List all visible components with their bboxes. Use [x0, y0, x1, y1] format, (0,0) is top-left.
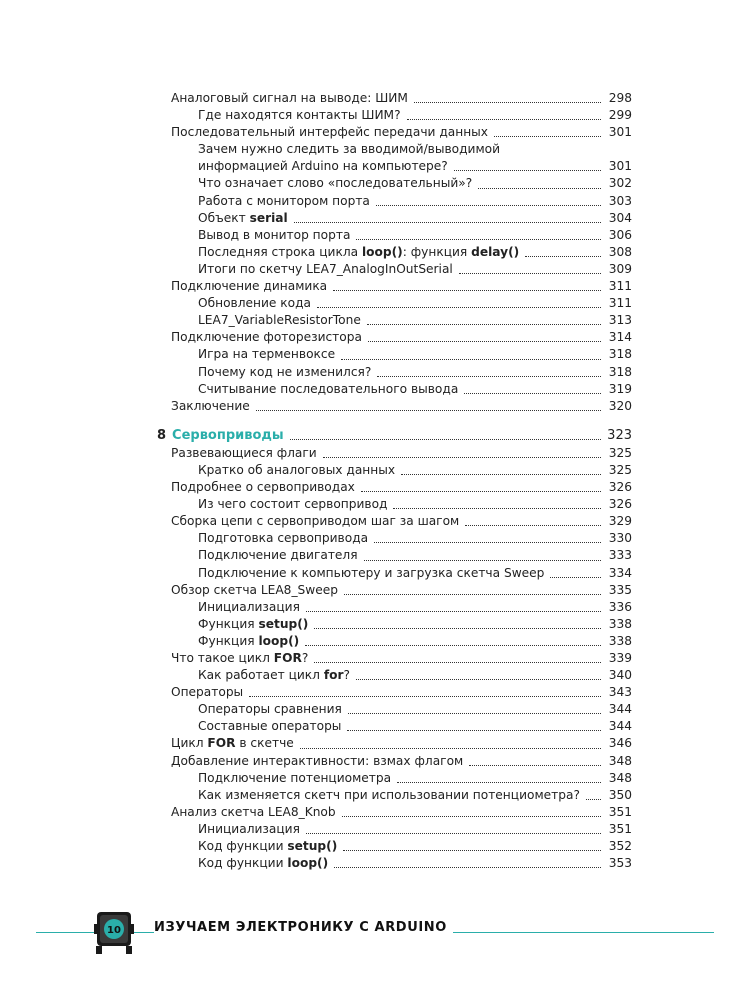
toc-subsection[interactable] [157, 821, 632, 838]
toc-subsection[interactable] [157, 193, 632, 210]
dot-leader [334, 867, 601, 868]
toc-page-number: 314 [608, 330, 632, 345]
dot-leader [344, 594, 601, 595]
toc-entry-title: Инициализация [198, 599, 300, 614]
toc-entry-title [198, 210, 288, 227]
dot-leader [368, 341, 601, 342]
toc-entry-title: Работа с монитором порта [198, 193, 370, 208]
toc-page-number: 338 [608, 633, 632, 648]
toc-entry-title: Последовательный интерфейс передачи данных [171, 125, 488, 140]
toc-page-number: 318 [608, 364, 632, 379]
toc-subsection[interactable] [157, 565, 632, 582]
toc-page-number: 330 [608, 531, 632, 546]
toc-section[interactable] [157, 90, 632, 107]
toc-page-number: 336 [608, 599, 632, 614]
toc-title-text: Код функции [198, 839, 288, 854]
toc-page-number: 348 [608, 753, 632, 768]
toc-entry-title: Итоги по скетчу LEA7_AnalogInOutSerial [198, 261, 453, 276]
toc-subsection[interactable] [157, 141, 632, 175]
toc-chapter-title [157, 427, 284, 444]
toc-subsection[interactable] [157, 346, 632, 363]
toc-entry-title [198, 633, 299, 650]
toc-subsection[interactable] [157, 364, 632, 381]
toc-subsection[interactable] [157, 616, 632, 633]
dot-leader [377, 376, 601, 377]
toc-entry-title: Обзор скетча LEA8_Sweep [171, 582, 338, 597]
toc-subsection[interactable] [157, 787, 632, 804]
toc-entry-title [198, 838, 337, 855]
dot-leader [348, 713, 601, 714]
toc-title-text: ? [301, 651, 309, 665]
toc-entry-title: Операторы сравнения [198, 702, 342, 717]
dot-leader [469, 765, 601, 766]
toc-page-number: 352 [608, 839, 632, 854]
toc-subsection[interactable] [157, 667, 632, 684]
toc-section[interactable] [157, 513, 632, 530]
dot-leader [361, 491, 601, 492]
toc-section[interactable] [157, 735, 632, 752]
dot-leader [356, 239, 601, 240]
toc-section[interactable] [157, 479, 632, 496]
toc-page-number: 311 [608, 296, 632, 311]
toc-page-number: 326 [608, 480, 632, 495]
toc-subsection[interactable] [157, 838, 632, 855]
toc-entry-line [198, 158, 632, 175]
toc-code-keyword: delay() [471, 244, 520, 259]
toc-page-number: 351 [608, 804, 632, 819]
toc-section[interactable] [157, 804, 632, 821]
table-of-contents [157, 90, 632, 872]
toc-page-number: 299 [608, 108, 632, 123]
toc-page-number: 301 [608, 159, 632, 174]
dot-leader [494, 136, 601, 137]
dot-leader [356, 679, 601, 680]
dot-leader [465, 525, 601, 526]
toc-code-keyword: for [323, 668, 344, 683]
toc-subsection[interactable] [157, 547, 632, 564]
toc-entry-title: Подробнее о сервоприводах [171, 480, 355, 495]
dot-leader [586, 799, 601, 800]
toc-title-text: : функция [402, 244, 472, 259]
toc-subsection[interactable] [157, 530, 632, 547]
toc-page-number: 350 [608, 787, 632, 802]
toc-entry-title: Где находятся контакты ШИМ? [198, 108, 401, 123]
toc-page-number: 339 [608, 651, 632, 665]
toc-section[interactable] [157, 650, 632, 667]
toc-subsection[interactable] [157, 770, 632, 787]
toc-page-number: 344 [608, 702, 632, 717]
toc-page-number: 298 [608, 91, 632, 105]
toc-section[interactable] [157, 753, 632, 770]
dot-leader [454, 170, 601, 171]
dot-leader [376, 205, 601, 206]
dot-leader [341, 359, 601, 360]
toc-section[interactable] [157, 278, 632, 295]
toc-section[interactable] [157, 445, 632, 462]
dot-leader [364, 560, 601, 561]
toc-title-text: Что такое цикл [171, 651, 274, 665]
toc-entry-title: Подключение двигателя [198, 548, 358, 563]
toc-entry-title: Почему код не изменился? [198, 364, 372, 379]
toc-title-text: Цикл [171, 736, 208, 751]
toc-page-number: 333 [608, 548, 632, 563]
toc-entry-title: Подключение фоторезистора [171, 330, 362, 345]
toc-entry-title: Зачем нужно следить за вводимой/выводимой [198, 142, 501, 157]
toc-page-number: 313 [608, 313, 632, 328]
dot-leader [478, 188, 601, 189]
toc-subsection[interactable] [157, 244, 632, 261]
toc-entry-title: LEA7_VariableResistorTone [198, 313, 361, 328]
toc-page-number: 343 [608, 685, 632, 700]
toc-section[interactable] [157, 684, 632, 701]
toc-subsection[interactable] [157, 855, 632, 872]
toc-entry-title: Составные операторы [198, 719, 342, 734]
toc-section[interactable] [157, 398, 632, 415]
book-title: ИЗУЧАЕМ ЭЛЕКТРОНИКУ С ARDUINO [154, 920, 453, 935]
toc-entry-title: Что означает слово «последовательный»? [198, 176, 473, 191]
dot-leader [414, 102, 601, 103]
toc-page-number: 301 [608, 125, 632, 140]
toc-page-number: 319 [608, 381, 632, 396]
toc-page-number: 335 [608, 582, 632, 597]
toc-entry-title: Инициализация [198, 821, 300, 836]
toc-title-text: Как работает цикл [198, 668, 324, 683]
toc-page-number: 304 [608, 210, 632, 225]
toc-subsection[interactable] [157, 599, 632, 616]
toc-title-text: Объект [198, 210, 250, 225]
toc-subsection[interactable] [157, 312, 632, 329]
toc-subsection[interactable] [157, 175, 632, 192]
toc-page-number: 325 [608, 445, 632, 460]
dot-leader [306, 833, 601, 834]
toc-entry-title: Анализ скетча LEA8_Knob [171, 804, 336, 819]
toc-title-text: Функция [198, 633, 259, 648]
toc-entry-title: информацией Arduino на компьютере? [198, 159, 448, 174]
dot-leader [317, 307, 601, 308]
toc-entry-title: Игра на терменвоксе [198, 347, 336, 362]
toc-entry-title: Заключение [171, 398, 250, 413]
toc-subsection[interactable] [157, 381, 632, 398]
toc-subsection[interactable] [157, 261, 632, 278]
toc-page-number: 329 [608, 514, 632, 529]
toc-page-number: 346 [608, 736, 632, 751]
toc-page-number: 306 [608, 227, 632, 242]
dot-leader [367, 324, 601, 325]
toc-page-number: 325 [608, 462, 632, 477]
dot-leader [249, 696, 601, 697]
dot-leader [343, 850, 601, 851]
toc-entry-title: Кратко об аналоговых данных [198, 462, 396, 477]
toc-entry-title [198, 667, 350, 684]
dot-leader [314, 662, 601, 663]
toc-entry-title: Как изменяется скетч при использовании потенциометра? [198, 787, 580, 802]
toc-code-keyword: loop() [258, 633, 300, 648]
dot-leader [290, 439, 601, 440]
toc-subsection[interactable] [157, 107, 632, 124]
dot-leader [323, 457, 601, 458]
toc-entry-title: Подключение потенциометра [198, 770, 392, 785]
toc-page-number: 326 [608, 497, 632, 512]
toc-entry-title: Аналоговый сигнал на выводе: ШИМ [171, 91, 408, 105]
dot-leader [525, 256, 601, 257]
toc-entry-title [198, 244, 519, 261]
toc-subsection[interactable] [157, 701, 632, 718]
toc-page-number: 338 [608, 616, 632, 631]
toc-page-number: 303 [608, 193, 632, 208]
toc-entry-title: Развевающиеся флаги [171, 445, 317, 460]
toc-section[interactable] [157, 582, 632, 599]
dot-leader [300, 748, 601, 749]
toc-subsection[interactable] [157, 295, 632, 312]
dot-leader [305, 645, 601, 646]
toc-entry-title: Подключение к компьютеру и загрузка скетча Sweep [198, 565, 545, 580]
toc-entry-title [171, 735, 294, 752]
toc-subsection[interactable] [157, 227, 632, 244]
page-footer [0, 905, 750, 965]
chapter-title: Сервоприводы [172, 427, 284, 443]
toc-entry-title: Считывание последовательного вывода [198, 381, 459, 396]
toc-entry-title [171, 650, 308, 667]
toc-subsection[interactable] [157, 633, 632, 650]
toc-page-number: 334 [608, 565, 632, 580]
toc-subsection[interactable] [157, 462, 632, 479]
toc-entry-title: Подготовка сервопривода [198, 531, 369, 546]
toc-code-keyword: serial [249, 210, 288, 225]
toc-chapter-heading[interactable] [157, 427, 632, 444]
toc-title-text: в скетче [235, 736, 294, 751]
toc-page-number: 311 [608, 279, 632, 294]
toc-page-number: 309 [608, 261, 632, 276]
toc-page-number: 351 [608, 821, 632, 836]
toc-subsection[interactable] [157, 496, 632, 513]
toc-title-text: ? [343, 668, 350, 683]
dot-leader [459, 273, 601, 274]
dot-leader [397, 782, 601, 783]
dot-leader [464, 393, 601, 394]
toc-section[interactable] [157, 329, 632, 346]
toc-entry-title [198, 616, 308, 633]
toc-entry-title: Подключение динамика [171, 279, 328, 294]
toc-code-keyword: loop() [361, 244, 403, 259]
footer-page-number: 10 [107, 925, 121, 936]
toc-page-number: 353 [608, 856, 632, 871]
toc-entry-title: Обновление кода [198, 296, 311, 311]
toc-code-keyword: setup() [258, 616, 309, 631]
chapter-number: 8 [157, 427, 167, 443]
toc-entry-title: Вывод в монитор порта [198, 227, 351, 242]
toc-code-keyword: FOR [273, 651, 302, 665]
dot-leader [306, 611, 601, 612]
toc-entry-title: Из чего состоит сервопривод [198, 497, 388, 512]
toc-page-number: 348 [608, 770, 632, 785]
toc-entry-title: Добавление интерактивности: взмах флагом [171, 753, 464, 768]
toc-subsection[interactable] [157, 718, 632, 735]
dot-leader [550, 577, 601, 578]
toc-page-number: 302 [608, 176, 632, 191]
toc-page-number: 340 [608, 668, 632, 683]
toc-page-number: 318 [608, 347, 632, 362]
toc-page-number: 344 [608, 719, 632, 734]
toc-code-keyword: loop() [287, 856, 329, 871]
toc-page-number: 308 [608, 244, 632, 259]
dot-leader [256, 410, 601, 411]
toc-entry-title [198, 855, 328, 872]
toc-title-text: Последняя строка цикла [198, 244, 362, 259]
dot-leader [294, 222, 601, 223]
dot-leader [333, 290, 601, 291]
robot-page-badge-icon [94, 910, 134, 956]
dot-leader [314, 628, 601, 629]
dot-leader [407, 119, 601, 120]
dot-leader [401, 474, 601, 475]
dot-leader [347, 730, 601, 731]
toc-section[interactable] [157, 124, 632, 141]
toc-code-keyword: setup() [287, 839, 338, 854]
toc-page-number: 323 [607, 427, 632, 443]
dot-leader [393, 508, 601, 509]
toc-entry-title: Операторы [171, 685, 244, 700]
toc-title-text: Код функции [198, 856, 288, 871]
dot-leader [374, 542, 601, 543]
toc-code-keyword: FOR [207, 736, 236, 751]
dot-leader [342, 816, 601, 817]
toc-subsection[interactable] [157, 210, 632, 227]
toc-page-number: 320 [608, 398, 632, 413]
toc-title-text: Функция [198, 616, 259, 631]
toc-entry-title: Сборка цепи с сервоприводом шаг за шагом [171, 514, 460, 529]
